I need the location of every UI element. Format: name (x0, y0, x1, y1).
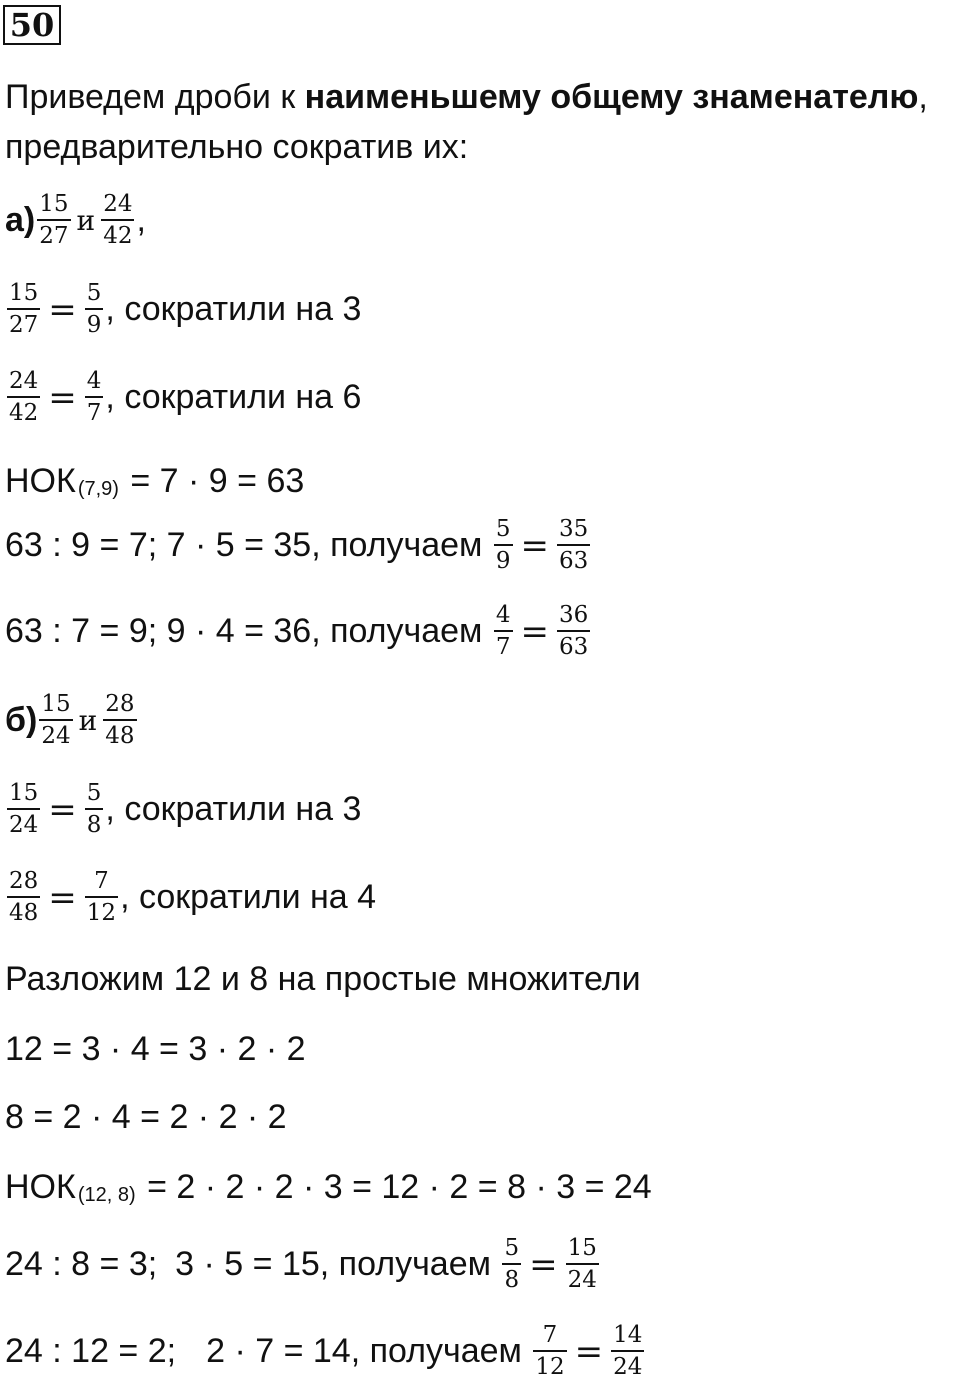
equals-sign: = (48, 289, 77, 330)
denominator: 24 (611, 1350, 644, 1379)
step-note: , сократили на 3 (105, 790, 362, 828)
equals-sign: = (574, 1331, 604, 1372)
numerator: 35 (559, 516, 589, 542)
intro-line-2 (5, 128, 468, 167)
lcm-subscript: (12, 8) (77, 1184, 136, 1206)
numerator: 14 (613, 1322, 643, 1348)
lcm-expression: = 7 · 9 = 63 (120, 462, 305, 500)
denominator: 24 (7, 808, 40, 837)
step-note: , сократили на 3 (105, 290, 362, 328)
numerator: 4 (495, 602, 511, 628)
denominator: 24 (39, 719, 72, 748)
intro-text-bold: наименьшему общему знаменателю (304, 78, 919, 116)
intro-text-end: , (918, 78, 928, 116)
part-b-header (5, 693, 139, 748)
lcm-expression: = 2 · 2 · 2 · 3 = 12 · 2 = 8 · 3 = 24 (137, 1168, 652, 1206)
part-b-step-2 (5, 870, 376, 925)
part-a-lcm (5, 462, 304, 501)
numerator: 15 (41, 691, 71, 717)
numerator: 7 (94, 868, 109, 894)
conjunction: и (78, 704, 98, 737)
equals-sign: = (48, 377, 77, 418)
denominator: 63 (557, 544, 590, 573)
part-a-label: а) (5, 201, 36, 239)
part-a-conversion-1 (5, 518, 592, 573)
intro-text-start: Приведем дроби к (5, 78, 305, 116)
numerator: 7 (542, 1322, 558, 1348)
part-b-factor-2 (5, 1098, 287, 1137)
denominator: 27 (37, 219, 70, 248)
fraction (85, 370, 104, 425)
numerator: 15 (567, 1235, 597, 1261)
numerator: 5 (495, 516, 511, 542)
part-a-header (5, 193, 146, 248)
fraction (494, 604, 513, 659)
numerator: 28 (105, 691, 135, 717)
fraction (39, 693, 72, 748)
fraction (557, 604, 590, 659)
part-a-conversion-2 (5, 604, 592, 659)
problem-number: 50 (3, 5, 61, 45)
denominator: 12 (85, 896, 118, 925)
part-a-step-2 (5, 370, 361, 425)
denominator: 8 (502, 1263, 521, 1292)
part-a-step-1 (5, 282, 361, 337)
conversion-text-a: 24 : 8 = 3; (5, 1245, 158, 1283)
lcm-subscript: (7,9) (77, 478, 119, 500)
conversion-text: 63 : 7 = 9; 9 · 4 = 36, получаем (5, 612, 492, 650)
part-b-factor-1 (5, 1030, 306, 1069)
part-b-conversion-1 (5, 1237, 601, 1292)
fraction (533, 1324, 566, 1379)
equals-sign: = (48, 877, 77, 918)
fraction (7, 370, 40, 425)
numerator: 15 (9, 780, 39, 806)
step-note: , сократили на 6 (105, 378, 362, 416)
step-note: , сократили на 4 (120, 878, 377, 916)
denominator: 48 (7, 896, 40, 925)
conversion-text-b: 3 · 5 = 15, получаем (175, 1245, 501, 1283)
factor-text: 12 = 3 · 4 = 3 · 2 · 2 (5, 1030, 306, 1068)
intro-line-1 (5, 78, 928, 117)
denominator: 7 (494, 630, 513, 659)
fraction (502, 1237, 521, 1292)
denominator: 9 (85, 308, 104, 337)
denominator: 42 (101, 219, 134, 248)
denominator: 42 (7, 396, 40, 425)
fraction (103, 693, 136, 748)
denominator: 12 (533, 1350, 566, 1379)
part-b-factor-intro (5, 960, 641, 999)
conversion-text: 63 : 9 = 7; 7 · 5 = 35, получаем (5, 526, 492, 564)
fraction (101, 193, 134, 248)
numerator: 28 (9, 868, 39, 894)
fraction (566, 1237, 599, 1292)
equals-sign: = (520, 611, 550, 652)
fraction (557, 518, 590, 573)
numerator: 4 (86, 368, 102, 394)
fraction (7, 870, 40, 925)
fraction (611, 1324, 644, 1379)
part-b-label: б) (5, 701, 38, 739)
denominator: 8 (85, 808, 104, 837)
lcm-label: НОК (5, 1168, 76, 1206)
denominator: 9 (494, 544, 513, 573)
denominator: 7 (85, 396, 104, 425)
equals-sign: = (520, 525, 550, 566)
fraction (7, 282, 40, 337)
conversion-text-b: 2 · 7 = 14, получаем (206, 1332, 532, 1370)
numerator: 15 (39, 191, 69, 217)
part-b-conversion-2 (5, 1324, 646, 1379)
trail-comma: , (136, 201, 146, 239)
numerator: 24 (103, 191, 133, 217)
intro-text-line2: предварительно сократив их: (5, 128, 469, 166)
equals-sign: = (529, 1244, 558, 1285)
part-b-step-1 (5, 782, 361, 837)
numerator: 5 (86, 280, 102, 306)
fraction (37, 193, 70, 248)
fraction (85, 282, 104, 337)
denominator: 27 (7, 308, 40, 337)
lcm-label: НОК (5, 462, 76, 500)
conjunction: и (76, 204, 96, 237)
factor-text: 8 = 2 · 4 = 2 · 2 · 2 (5, 1098, 287, 1136)
numerator: 15 (9, 280, 39, 306)
denominator: 24 (566, 1263, 599, 1292)
part-b-lcm (5, 1168, 652, 1207)
numerator: 5 (86, 780, 102, 806)
fraction (85, 870, 118, 925)
numerator: 24 (9, 368, 39, 394)
denominator: 48 (103, 719, 136, 748)
equals-sign: = (48, 789, 77, 830)
numerator: 36 (559, 602, 589, 628)
numerator: 5 (504, 1235, 520, 1261)
denominator: 63 (557, 630, 590, 659)
fraction (85, 782, 104, 837)
fraction (494, 518, 513, 573)
conversion-text-a: 24 : 12 = 2; (5, 1332, 177, 1370)
factor-intro-text: Разложим 12 и 8 на простые множители (5, 960, 641, 998)
fraction (7, 782, 40, 837)
